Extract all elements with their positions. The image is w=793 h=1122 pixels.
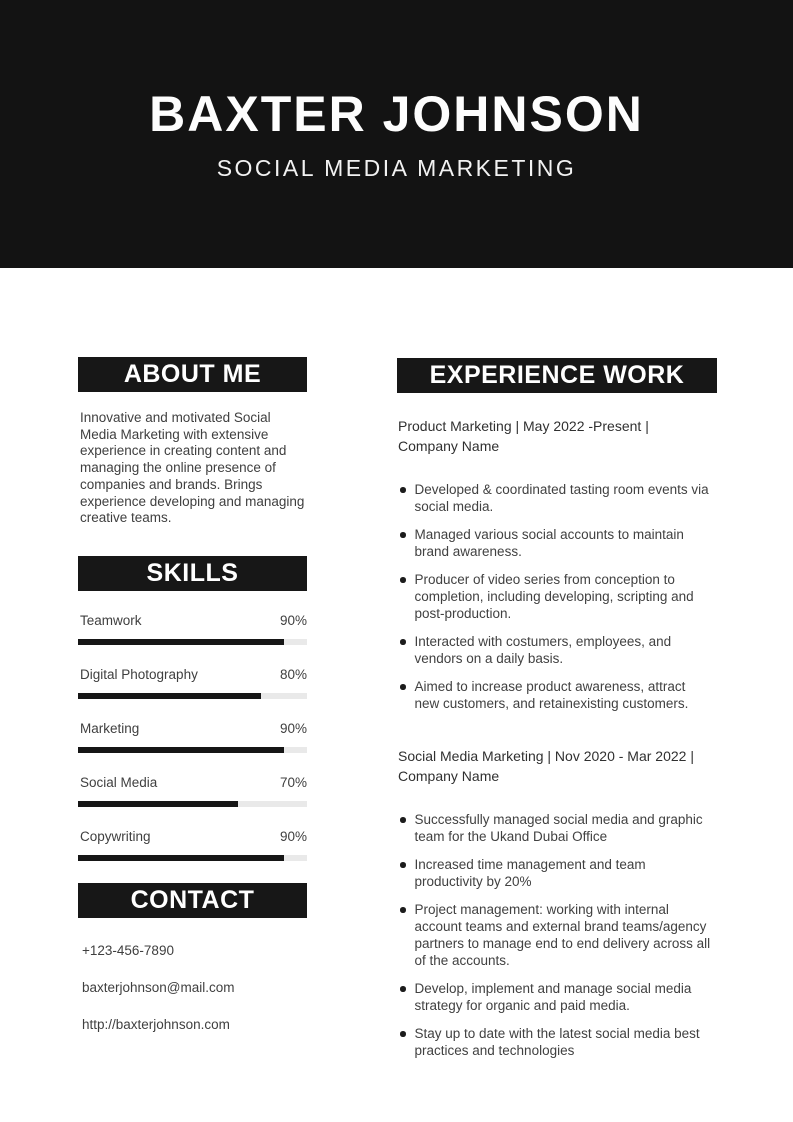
job-bullet — [397, 633, 717, 667]
skill-label: Copywriting — [80, 828, 151, 844]
bullet-dot-icon — [400, 907, 406, 913]
skill-item — [78, 721, 307, 753]
skill-bar-fill — [78, 639, 284, 645]
header-banner — [0, 0, 793, 268]
job-bullet-list — [397, 481, 717, 712]
contact-heading-label: CONTACT — [130, 885, 255, 914]
experience-job-1 — [397, 416, 717, 712]
bullet-text: Successfully managed social media and graphic team for the Ukand Dubai Office — [414, 812, 703, 844]
skill-label: Digital Photography — [80, 666, 198, 682]
bullet-dot-icon — [400, 1031, 406, 1037]
bullet-dot-icon — [400, 487, 406, 493]
bullet-dot-icon — [400, 986, 406, 992]
contact-email: baxterjohnson@mail.com — [82, 979, 235, 995]
job-bullet — [397, 856, 717, 890]
bullet-text: Aimed to increase product awareness, attract new customers, and retainexisting customers. — [414, 679, 689, 711]
skill-bar-track — [78, 855, 307, 861]
contact-website: http://baxterjohnson.com — [82, 1016, 230, 1032]
skill-bar-track — [78, 801, 307, 807]
left-column — [78, 357, 307, 1055]
bullet-dot-icon — [400, 639, 406, 645]
experience-heading-label: EXPERIENCE WORK — [429, 361, 685, 389]
about-heading-label: ABOUT ME — [123, 360, 262, 388]
skill-bar-fill — [78, 801, 238, 807]
bullet-dot-icon — [400, 684, 406, 690]
skills-list — [78, 613, 307, 861]
contact-phone: +123-456-7890 — [82, 942, 174, 958]
job-bullet — [397, 571, 717, 622]
job-title: Product Marketing | May 2022 -Present | Company Name — [398, 418, 649, 454]
skill-item — [78, 613, 307, 645]
bullet-text: Stay up to date with the latest social media best practices and technologies — [414, 1026, 700, 1058]
skill-value: 70% — [279, 774, 307, 790]
skill-bar-fill — [78, 693, 261, 699]
job-title: Social Media Marketing | Nov 2020 - Mar 2022 | Company Name — [398, 748, 694, 784]
about-text: Innovative and motivated Social Media Marketing with extensive experience in creating content and managing the online presence of companies and brands. Brings experience developing and managing creative teams. — [80, 410, 305, 526]
skill-label: Teamwork — [80, 612, 142, 628]
job-bullet — [397, 811, 717, 845]
right-column — [397, 358, 717, 1070]
person-job-title: SOCIAL MEDIA MARKETING — [216, 154, 577, 181]
bullet-text: Develop, implement and manage social media strategy for organic and paid media. — [414, 981, 692, 1013]
experience-section-heading — [397, 358, 717, 393]
bullet-text: Developed & coordinated tasting room events via social media. — [414, 482, 709, 514]
bullet-dot-icon — [400, 817, 406, 823]
job-bullet — [397, 980, 717, 1014]
skill-value: 90% — [279, 612, 307, 628]
skill-bar-fill — [78, 747, 284, 753]
bullet-text: Managed various social accounts to maintain brand awareness. — [414, 527, 684, 559]
about-section-heading — [78, 357, 307, 392]
experience-job-2 — [397, 746, 717, 1059]
skill-item — [78, 667, 307, 699]
job-bullet — [397, 1025, 717, 1059]
bullet-text: Producer of video series from conception to completion, including developing, scripting and post-production. — [414, 572, 694, 621]
contact-list — [78, 944, 307, 1032]
skill-value: 80% — [279, 666, 307, 682]
bullet-text: Increased time management and team productivity by 20% — [414, 857, 646, 889]
skill-value: 90% — [279, 828, 307, 844]
contact-section-heading — [78, 883, 307, 918]
person-name: BAXTER JOHNSON — [149, 85, 644, 142]
skill-item — [78, 829, 307, 861]
skill-value: 90% — [279, 720, 307, 736]
bullet-dot-icon — [400, 532, 406, 538]
bullet-text: Interacted with costumers, employees, and vendors on a daily basis. — [414, 634, 672, 666]
skills-section-heading — [78, 556, 307, 591]
skill-label: Marketing — [80, 720, 140, 736]
job-bullet-list — [397, 811, 717, 1059]
skill-label: Social Media — [80, 774, 158, 790]
skills-heading-label: SKILLS — [146, 558, 239, 587]
skill-bar-track — [78, 639, 307, 645]
bullet-dot-icon — [400, 862, 406, 868]
job-bullet — [397, 526, 717, 560]
bullet-dot-icon — [400, 577, 406, 583]
job-bullet — [397, 678, 717, 712]
job-bullet — [397, 481, 717, 515]
skill-bar-fill — [78, 855, 284, 861]
skill-item — [78, 775, 307, 807]
job-bullet — [397, 901, 717, 969]
skill-bar-track — [78, 693, 307, 699]
bullet-text: Project management: working with internal account teams and external brand teams/agency partners to manage end to end delivery across all of the accounts. — [414, 902, 711, 968]
skill-bar-track — [78, 747, 307, 753]
